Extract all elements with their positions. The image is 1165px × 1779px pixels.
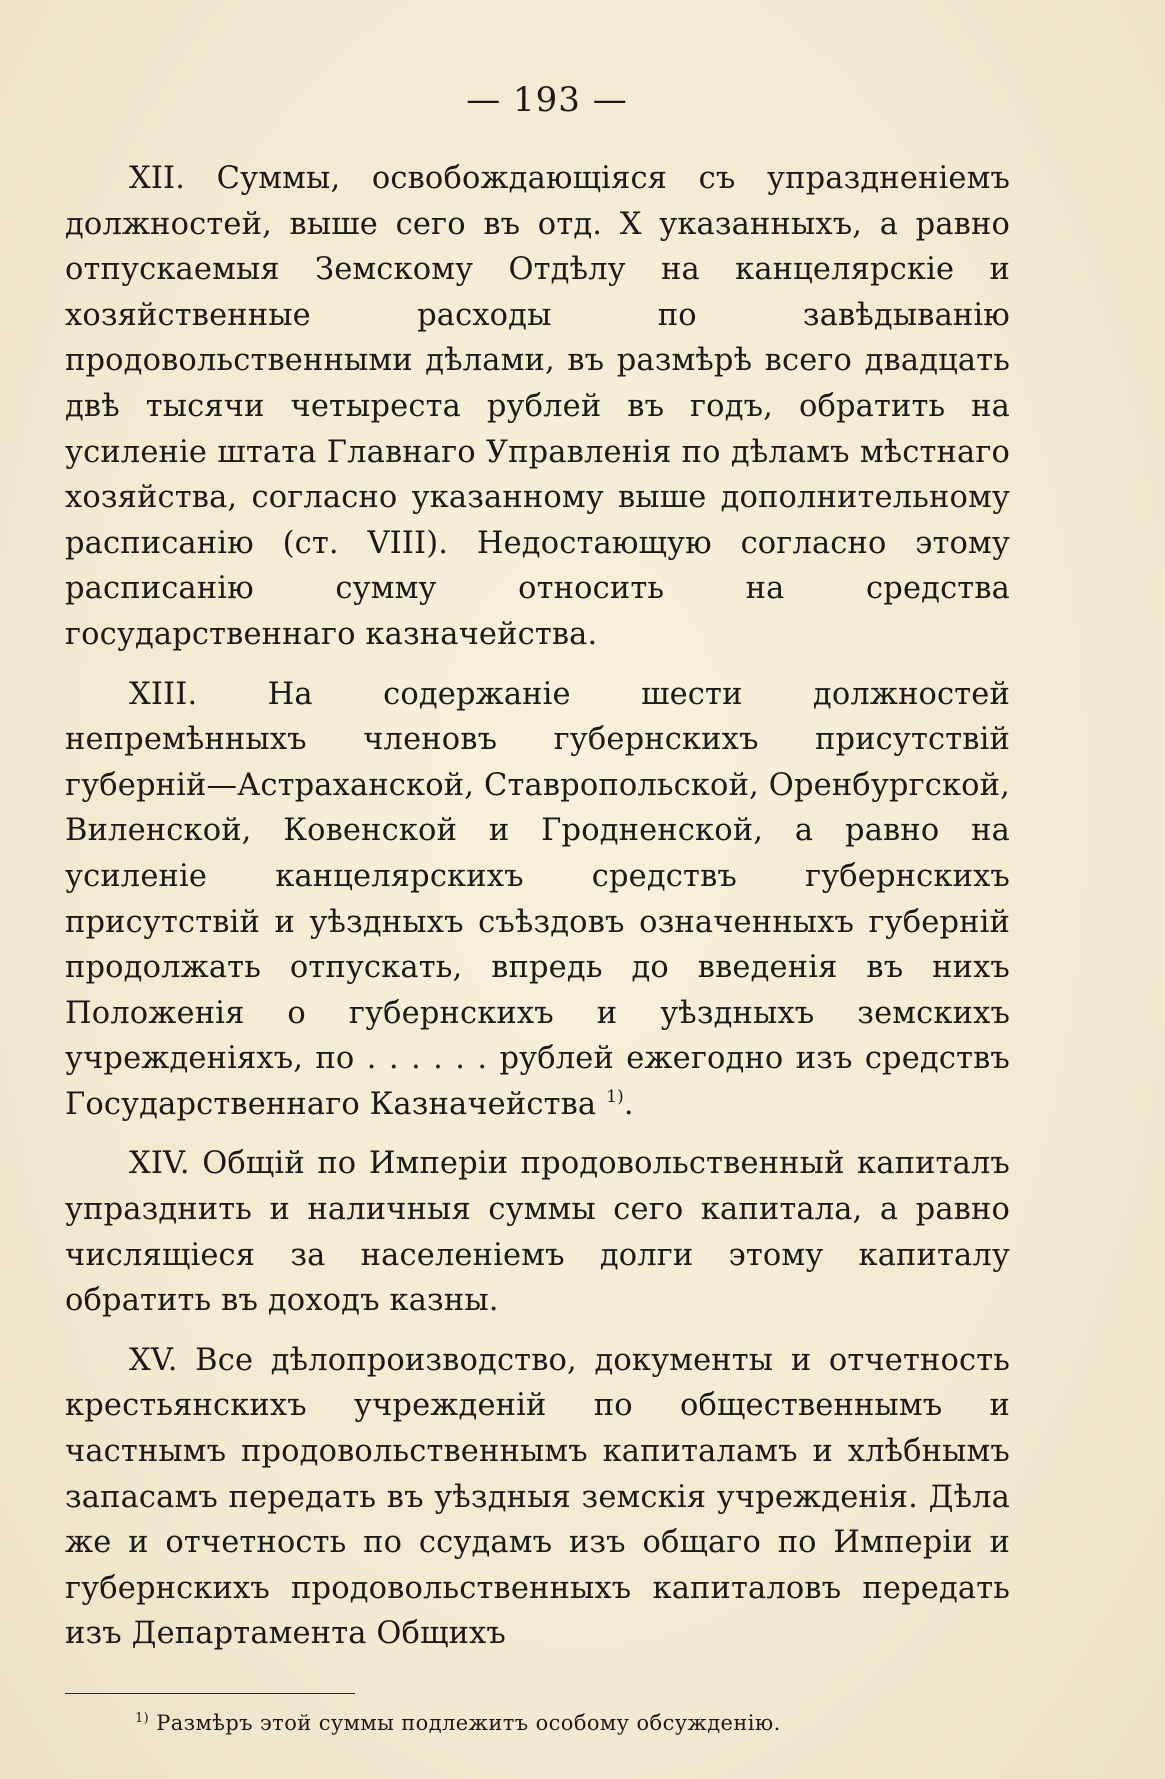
paragraph-text: XII. Суммы, освобождающіяся съ упраздненіемъ должностей, выше сего въ отд. X указанныхъ, а равно отпускаемыя Земскому Отдѣлу на канцелярскіе и хозяйственные расходы по завѣдыванію продовольственными дѣлами, въ размѣрѣ всего двадцать двѣ тысячи четыреста рублей въ годъ, обратить на усиленіе штата Главнаго Управленія по дѣламъ мѣстнаго хозяйства, согласно указанному выше дополнительному расписанію (ст. VIII). Недостающую согласно этому расписанію сумму относить на средства государственнаго казначейства. [65, 161, 1010, 652]
paragraph-tail: . [623, 1086, 634, 1122]
body-text [65, 156, 1010, 1657]
footnote-reference: 1) [606, 1086, 624, 1107]
page-number: — 193 — [466, 80, 628, 120]
paragraph-text: XIII. На содержаніе шести должностей непремѣнныхъ членовъ губернскихъ присутствій губерній—Астраханской, Ставропольской, Оренбургской, Виленской, Ковенской и Гродненской, а равно на усиленіе канцелярскихъ средствъ губернскихъ присутствій и уѣздныхъ съѣздовъ означенныхъ губерній продолжать отпускать, впредь до введенія въ нихъ Положенія о губернскихъ и уѣздныхъ земскихъ учрежденіяхъ, по . . . . . . рублей ежегодно изъ средствъ Государственнаго Казначейства [65, 676, 1010, 1122]
footnote-text: Размѣръ этой суммы подлежитъ особому обсужденію. [156, 1711, 781, 1735]
footnote-mark: 1) [135, 1711, 150, 1726]
paragraph-xiii [65, 672, 1010, 1128]
paragraph-xv [65, 1338, 1010, 1657]
paragraph-xiv [65, 1141, 1010, 1323]
paragraph-xii [65, 156, 1010, 658]
paragraph-text: XV. Все дѣлопроизводство, документы и отчетность крестьянскихъ учрежденій по общественнымъ и частнымъ продовольственнымъ капиталамъ и хлѣбнымъ запасамъ передать въ уѣздныя земскія учрежденія. Дѣла же и отчетность по ссудамъ изъ общаго по Имперіи и губернскихъ продовольственныхъ капиталовъ передать изъ Департамента Общихъ [65, 1342, 1010, 1652]
paragraph-text: XIV. Общій по Имперіи продовольственный капиталъ упразднить и наличныя суммы сего капитала, а равно числящіеся за населеніемъ долги этому капиталу обратить въ доходъ казны. [65, 1146, 1010, 1319]
footnote-divider [65, 1693, 355, 1694]
footnote [65, 1708, 1005, 1738]
